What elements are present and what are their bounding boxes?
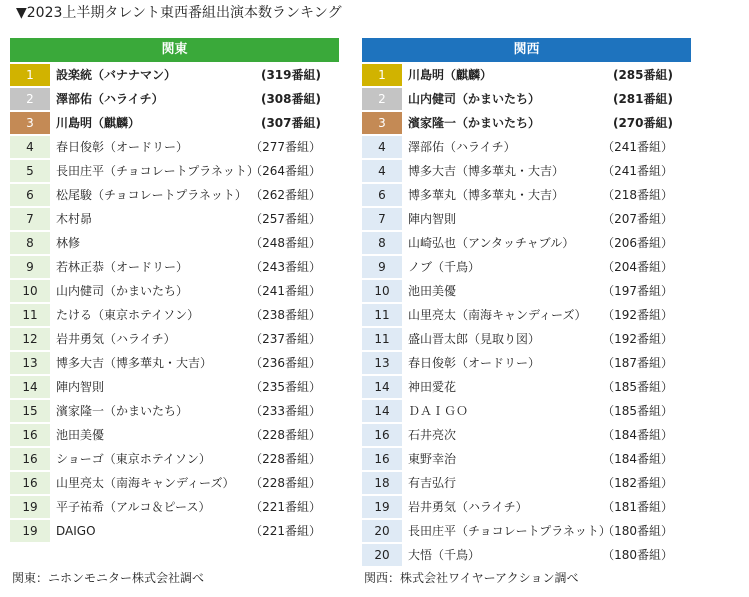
program-count: (319番組) (260, 68, 321, 82)
kansai-ranking-row (362, 184, 691, 206)
kansai-ranking-row (362, 160, 691, 182)
talent-name: たける（東京ホテイソン） (56, 308, 200, 322)
talent-name: 山里亮太（南海キャンディーズ） (56, 476, 235, 490)
kanto-ranking-row (10, 328, 339, 350)
kansai-ranking-row (362, 280, 691, 302)
talent-name: 岩井勇気（ハライチ） (56, 332, 176, 346)
kanto-ranking-row (10, 232, 339, 254)
rank-number: 9 (10, 256, 50, 278)
talent-name: 設楽統（バナナマン） (56, 68, 177, 82)
kanto-ranking-row (10, 448, 339, 470)
rank-number: 11 (362, 328, 402, 350)
rank-number: 16 (362, 448, 402, 470)
rank-number: 3 (362, 112, 402, 134)
kanto-ranking-row (10, 136, 339, 158)
rank-number: 16 (10, 424, 50, 446)
kansai-ranking-row (362, 376, 691, 398)
program-count: （218番組） (602, 188, 673, 202)
rank-number: 4 (362, 160, 402, 182)
talent-name: DAIGO (56, 524, 96, 538)
talent-name: 澤部佑（ハライチ） (408, 140, 516, 154)
kansai-ranking-row (362, 328, 691, 350)
kansai-ranking-row (362, 352, 691, 374)
program-count: （184番組） (602, 452, 673, 466)
program-count: (307番組) (260, 116, 321, 130)
kanto-ranking-row (10, 256, 339, 278)
rank-number: 18 (362, 472, 402, 494)
program-count: （184番組） (602, 428, 673, 442)
talent-name: 神田愛花 (408, 380, 457, 394)
talent-name: 山崎弘也（アンタッチャブル） (408, 236, 575, 250)
rank-number: 19 (10, 520, 50, 542)
talent-name: 春日俊彰（オードリー） (56, 140, 189, 154)
program-count: (281番組) (612, 92, 673, 106)
kanto-ranking-row (10, 64, 339, 86)
talent-name: 大悟（千鳥） (408, 548, 481, 562)
program-count: （182番組） (602, 476, 673, 490)
kansai-ranking-row (362, 424, 691, 446)
program-count: （264番組） (250, 164, 321, 178)
talent-name: 山内健司（かまいたち） (408, 92, 541, 106)
program-count: （243番組） (250, 260, 321, 274)
program-count: （192番組） (602, 308, 673, 322)
kanto-ranking-row (10, 520, 339, 542)
kanto-ranking-row (10, 160, 339, 182)
program-count: （207番組） (602, 212, 673, 226)
program-count: （257番組） (250, 212, 321, 226)
talent-name: 濱家隆一（かまいたち） (56, 404, 189, 418)
rank-number: 8 (362, 232, 402, 254)
program-count: （241番組） (602, 164, 673, 178)
rank-number: 6 (362, 184, 402, 206)
kanto-ranking-row (10, 88, 339, 110)
rank-number: 10 (10, 280, 50, 302)
rank-number: 11 (362, 304, 402, 326)
program-count: (285番組) (612, 68, 673, 82)
kansai-ranking-row (362, 520, 691, 542)
program-count: （228番組） (250, 452, 321, 466)
talent-name: 若林正恭（オードリー） (56, 260, 189, 274)
program-count: （180番組） (602, 548, 673, 562)
kanto-header: 関東 (10, 38, 339, 62)
talent-name: 陣内智則 (408, 212, 457, 226)
rank-number: 16 (10, 472, 50, 494)
program-count: （187番組） (602, 356, 673, 370)
program-count: （192番組） (602, 332, 673, 346)
rank-number: 16 (362, 424, 402, 446)
kanto-ranking-row (10, 112, 339, 134)
talent-name: 川島明（麒麟） (56, 116, 141, 130)
kansai-ranking-row (362, 232, 691, 254)
talent-name: 岩井勇気（ハライチ） (408, 500, 528, 514)
rank-number: 14 (362, 376, 402, 398)
kanto-ranking-row (10, 352, 339, 374)
program-count: （241番組） (602, 140, 673, 154)
talent-name: 池田美優 (56, 428, 105, 442)
rank-number: 1 (362, 64, 402, 86)
kanto-source-note: 関東：ニホンモニター株式会社調べ (12, 571, 205, 585)
kansai-ranking-row (362, 448, 691, 470)
rank-number: 2 (10, 88, 50, 110)
rank-number: 4 (10, 136, 50, 158)
talent-name: ＤＡＩＧＯ (408, 404, 469, 418)
kansai-ranking-row (362, 304, 691, 326)
program-count: （233番組） (250, 404, 321, 418)
talent-name: 長田庄平（チョコレートプラネット） (56, 164, 259, 178)
page-title: ▼2023上半期タレント東西番組出演本数ランキング (16, 5, 342, 21)
rank-number: 19 (362, 496, 402, 518)
talent-name: 平子祐希（アルコ＆ピース） (56, 500, 211, 514)
kanto-ranking-panel (10, 38, 339, 544)
program-count: （228番組） (250, 476, 321, 490)
kanto-ranking-row (10, 280, 339, 302)
program-count: （238番組） (250, 308, 321, 322)
kansai-ranking-panel (362, 38, 691, 568)
rank-number: 8 (10, 232, 50, 254)
talent-name: 陣内智則 (56, 380, 105, 394)
program-count: （241番組） (250, 284, 321, 298)
talent-name: 山里亮太（南海キャンディーズ） (408, 308, 587, 322)
program-count: （237番組） (250, 332, 321, 346)
rank-number: 1 (10, 64, 50, 86)
talent-name: 濱家隆一（かまいたち） (408, 116, 541, 130)
program-count: （221番組） (250, 500, 321, 514)
program-count: （204番組） (602, 260, 673, 274)
rank-number: 4 (362, 136, 402, 158)
kansai-ranking-list (362, 64, 691, 566)
talent-name: 春日俊彰（オードリー） (408, 356, 541, 370)
talent-name: 山内健司（かまいたち） (56, 284, 189, 298)
talent-name: 松尾駿（チョコレートプラネット） (56, 188, 247, 202)
kansai-ranking-row (362, 112, 691, 134)
rank-number: 13 (10, 352, 50, 374)
talent-name: 池田美優 (408, 284, 457, 298)
rank-number: 16 (10, 448, 50, 470)
rank-number: 14 (10, 376, 50, 398)
program-count: (270番組) (612, 116, 673, 130)
program-count: （181番組） (602, 500, 673, 514)
kanto-ranking-row (10, 304, 339, 326)
rank-number: 3 (10, 112, 50, 134)
program-count: （228番組） (250, 428, 321, 442)
kansai-ranking-row (362, 472, 691, 494)
kansai-ranking-row (362, 256, 691, 278)
kansai-source-note: 関西：株式会社ワイヤーアクション調べ (364, 571, 579, 585)
kanto-ranking-list (10, 64, 339, 542)
talent-name: 盛山晋太郎（見取り図） (408, 332, 541, 346)
rank-number: 7 (362, 208, 402, 230)
talent-name: 博多華丸（博多華丸・大吉） (408, 188, 565, 202)
program-count: （180番組） (602, 524, 673, 538)
kansai-ranking-row (362, 208, 691, 230)
rank-number: 9 (362, 256, 402, 278)
program-count: (308番組) (260, 92, 321, 106)
rank-number: 5 (10, 160, 50, 182)
kanto-ranking-row (10, 496, 339, 518)
talent-name: 石井亮次 (408, 428, 457, 442)
program-count: （236番組） (250, 356, 321, 370)
talent-name: 有吉弘行 (408, 476, 457, 490)
rank-number: 13 (362, 352, 402, 374)
rank-number: 7 (10, 208, 50, 230)
program-count: （277番組） (250, 140, 321, 154)
kansai-ranking-row (362, 64, 691, 86)
talent-name: 東野幸治 (408, 452, 457, 466)
talent-name: 林修 (56, 236, 81, 250)
kansai-ranking-row (362, 496, 691, 518)
rank-number: 19 (10, 496, 50, 518)
rank-number: 2 (362, 88, 402, 110)
rank-number: 20 (362, 544, 402, 566)
kanto-ranking-row (10, 208, 339, 230)
kanto-ranking-row (10, 400, 339, 422)
kanto-ranking-row (10, 424, 339, 446)
talent-name: ノブ（千鳥） (408, 260, 481, 274)
talent-name: ショーゴ（東京ホテイソン） (56, 452, 211, 466)
program-count: （197番組） (602, 284, 673, 298)
program-count: （235番組） (250, 380, 321, 394)
kanto-ranking-row (10, 184, 339, 206)
kansai-ranking-row (362, 136, 691, 158)
rank-number: 14 (362, 400, 402, 422)
kansai-ranking-row (362, 544, 691, 566)
program-count: （185番組） (602, 380, 673, 394)
rank-number: 12 (10, 328, 50, 350)
program-count: （221番組） (250, 524, 321, 538)
talent-name: 木村昴 (56, 212, 93, 226)
rank-number: 20 (362, 520, 402, 542)
kansai-header: 関西 (362, 38, 691, 62)
talent-name: 博多大吉（博多華丸・大吉） (408, 164, 565, 178)
rank-number: 10 (362, 280, 402, 302)
kanto-ranking-row (10, 472, 339, 494)
talent-name: 長田庄平（チョコレートプラネット） (408, 524, 611, 538)
program-count: （206番組） (602, 236, 673, 250)
talent-name: 川島明（麒麟） (408, 68, 493, 82)
program-count: （248番組） (250, 236, 321, 250)
kansai-ranking-row (362, 400, 691, 422)
talent-name: 博多大吉（博多華丸・大吉） (56, 356, 213, 370)
kanto-ranking-row (10, 376, 339, 398)
rank-number: 6 (10, 184, 50, 206)
rank-number: 11 (10, 304, 50, 326)
program-count: （262番組） (250, 188, 321, 202)
kansai-ranking-row (362, 88, 691, 110)
rank-number: 15 (10, 400, 50, 422)
program-count: （185番組） (602, 404, 673, 418)
talent-name: 澤部佑（ハライチ） (56, 92, 164, 106)
